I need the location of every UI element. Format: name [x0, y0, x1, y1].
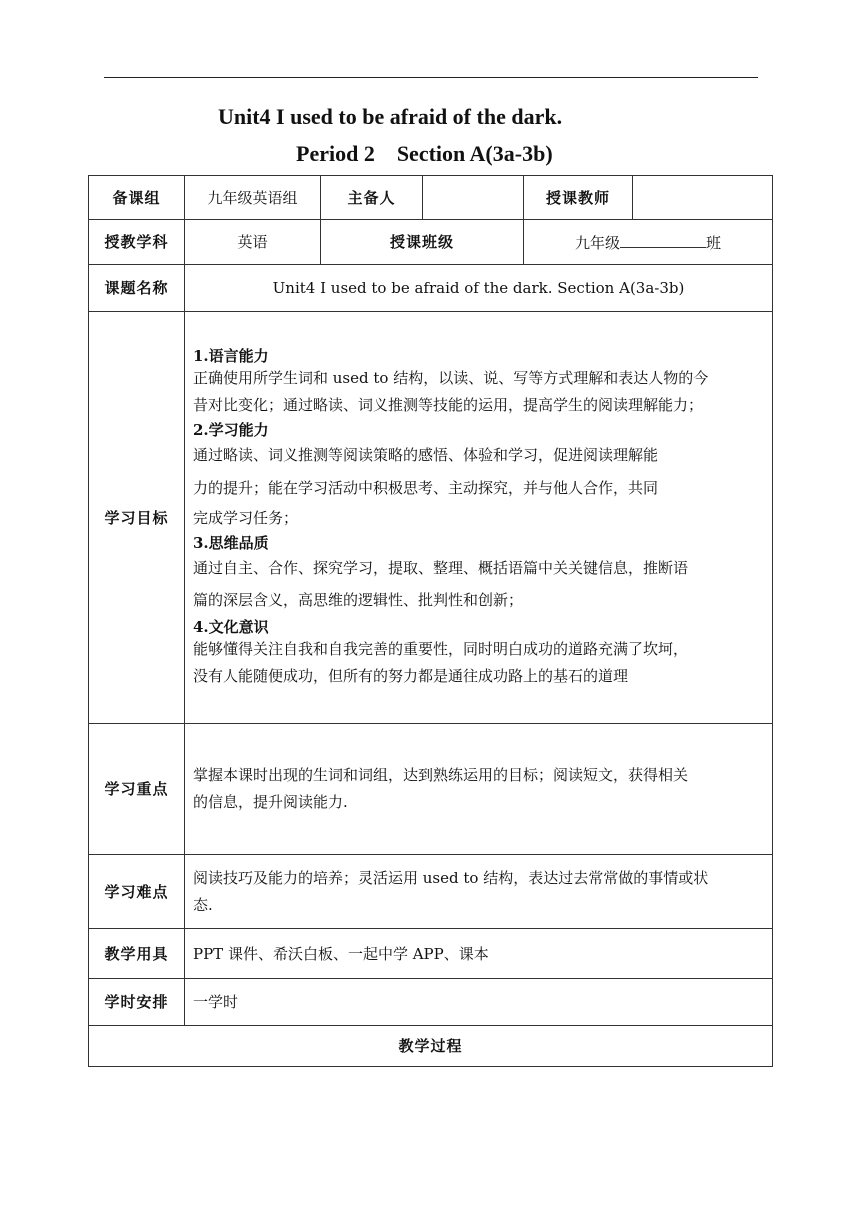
objective-text: 力的提升；能在学习活动中积极思考、主动探究，并与他人合作，共同	[193, 479, 659, 497]
objective-heading: 4.文化意识	[193, 618, 269, 636]
difficulties-content	[185, 855, 773, 929]
lesson-title: Unit4 I used to be afraid of the dark.	[218, 104, 563, 129]
objective-text: 通过自主、合作、探究学习，提取、整理、概括语篇中关关键信息，推断语	[193, 559, 689, 577]
subject-value: 英语	[185, 220, 321, 265]
class-suffix: 班	[706, 233, 722, 252]
topic-value: Unit4 I used to be afraid of the dark. Section A(3a-3b)	[185, 265, 773, 312]
difficulties-text: 态.	[193, 895, 213, 914]
objectives-content	[185, 312, 773, 724]
tools-text: PPT 课件、希沃白板、一起中学 APP、课本	[193, 944, 489, 963]
header-rule	[104, 77, 758, 78]
topic-label: 课题名称	[89, 265, 185, 312]
table-row	[89, 312, 773, 724]
table-row	[89, 979, 773, 1026]
table-row	[89, 265, 773, 312]
tools-value	[185, 929, 773, 979]
prep-group-label: 备课组	[89, 176, 185, 220]
teacher-label: 授课教师	[524, 176, 633, 220]
objective-text: 通过略读、词义推测等阅读策略的感悟、体验和学习，促进阅读理解能	[193, 446, 659, 464]
class-value[interactable]	[524, 220, 773, 265]
objective-text: 能够懂得关注自我和自我完善的重要性，同时明白成功的道路充满了坎坷，	[193, 640, 689, 658]
lesson-subtitle: Period 2 Section A(3a-3b)	[296, 141, 553, 166]
teacher-value[interactable]	[633, 176, 773, 220]
table-row	[89, 929, 773, 979]
objectives-label: 学习目标	[89, 312, 185, 724]
class-blank[interactable]	[620, 233, 706, 248]
schedule-value	[185, 979, 773, 1026]
difficulties-text: 阅读技巧及能力的培养；灵活运用 used to 结构，表达过去常常做的事情或状	[193, 868, 709, 887]
objective-heading: 2.学习能力	[193, 421, 269, 439]
key-points-label: 学习重点	[89, 724, 185, 855]
table-row	[89, 220, 773, 265]
objective-text: 篇的深层含义，高思维的逻辑性、批判性和创新；	[193, 591, 524, 609]
schedule-label: 学时安排	[89, 979, 185, 1026]
objective-text: 正确使用所学生词和 used to 结构，以读、说、写等方式理解和表达人物的今	[193, 369, 709, 387]
class-prefix: 九年级	[574, 233, 620, 252]
key-points-content	[185, 724, 773, 855]
class-label: 授课班级	[321, 220, 524, 265]
tools-label: 教学用具	[89, 929, 185, 979]
lesson-plan-table	[88, 175, 773, 1067]
schedule-text: 一学时	[193, 993, 239, 1011]
table-row	[89, 724, 773, 855]
objective-text: 完成学习任务；	[193, 509, 299, 527]
key-points-text: 的信息，提升阅读能力.	[193, 793, 348, 811]
prep-group-value: 九年级英语组	[185, 176, 321, 220]
table-row	[89, 855, 773, 929]
difficulties-label: 学习难点	[89, 855, 185, 929]
lead-preparer-value[interactable]	[423, 176, 524, 220]
lead-preparer-label: 主备人	[321, 176, 423, 220]
table-row	[89, 176, 773, 220]
table-row	[89, 1026, 773, 1067]
key-points-text: 掌握本课时出现的生词和词组，达到熟练运用的目标；阅读短文，获得相关	[193, 766, 689, 784]
subject-label: 授教学科	[89, 220, 185, 265]
objective-heading: 3.思维品质	[193, 534, 269, 552]
process-heading: 教学过程	[89, 1026, 773, 1067]
objective-text: 昔对比变化；通过略读、词义推测等技能的运用，提高学生的阅读理解能力；	[193, 396, 704, 414]
objective-text: 没有人能随便成功，但所有的努力都是通往成功路上的基石的道理	[193, 667, 629, 685]
objective-heading: 1.语言能力	[193, 347, 269, 365]
